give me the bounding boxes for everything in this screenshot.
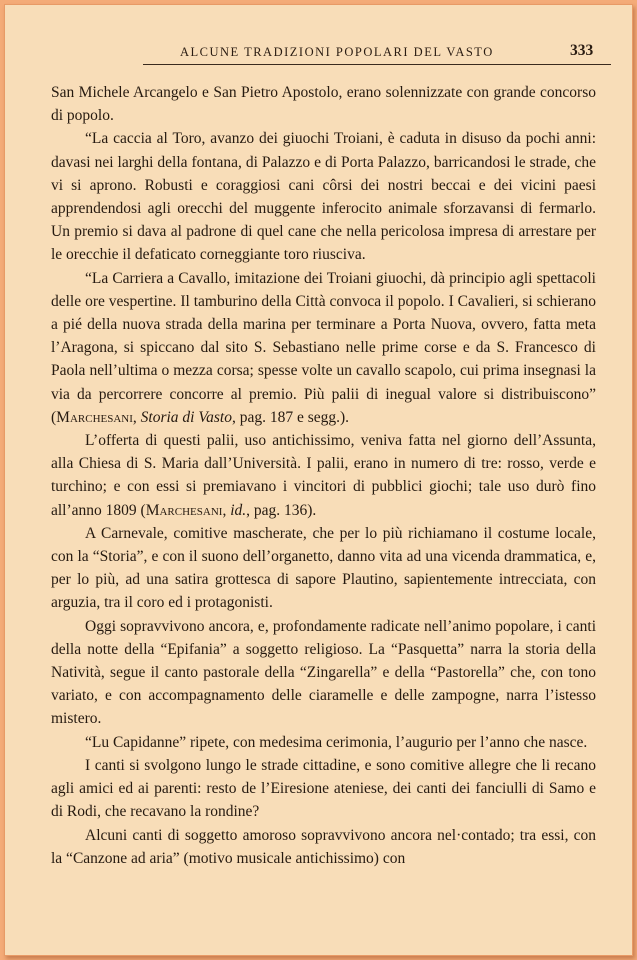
cited-work: id.: [230, 501, 247, 519]
paragraph-canti-amorosi: [51, 824, 596, 870]
text-run: I canti si svolgono lungo le strade cittadine, e sono comitive allegre che li recano agli amici ed ai parenti: resto de l’Eiresione ateniese, dei canti dei fanciulli di Samo e di Rodi, che recavano la rondine?: [51, 756, 596, 821]
cited-work: Storia di Vasto: [140, 408, 232, 426]
text-run: “La caccia al Toro, avanzo dei giuochi Troiani, è caduta in disuso da pochi anni: davasi nei larghi della fontana, di Palazzo e di Porta Palazzo, barricandosi le strade, che vi si aprono. Robusti e coraggiosi cani côrsi dei nostri beccai e dei vicini paesi apprendendosi agli orecchi del muggente inferocito animale sforzavansi di fermarlo. Un premio si dava al padrone di quel cane che nella pericolosa impresa di arrestare per le orecchie il defaticato corneggiante toro riusciva.: [51, 130, 596, 264]
page: [4, 4, 633, 956]
text-run: , pag. 136).: [246, 501, 317, 519]
paragraph-carriera-a-cavallo: [51, 267, 596, 429]
text-run: ,: [132, 408, 141, 426]
text-run: “La Carriera a Cavallo, imitazione dei Troiani giuochi, dà principio agli spettacoli delle ore vespertine. Il tamburino della Città convoca il popolo. I Cavalieri, si schierano a pié della nuova strada della marina per terminare a Porta Nuova, ovvero, fatta meta l’Aragona, si spiccano dal sito S. Sebastiano nelle prime corse e da S. Francesco di Paola nell’ultima o mezza corsa; spesse volte un cavallo scapolo, cui prima insegnasi la via da percorrere concorre al premio. Più palii di inegual valore si distribuiscono” (: [51, 269, 596, 426]
text-run: Oggi sopravvivono ancora, e, profondamente radicate nell’animo popolare, i canti della notte della “Epifania” a soggetto religioso. La “Pasquetta” narra la storia della Natività, segue il canto pastorale della “Zingarella” e della “Pastorella” che, con tono variato, e con accompagnamento delle ciaramelle e delle zampogne, narra l’istesso mistero.: [51, 617, 596, 728]
text-run: , pag. 187 e segg.).: [231, 408, 350, 426]
paragraph-palii: [51, 429, 596, 522]
header-rule: [143, 64, 611, 65]
text-run: Alcuni canti di soggetto amoroso sopravvivono ancora nel·contado; tra essi, con la “Canzone ad aria” (motivo musicale antichissimo) con: [51, 826, 596, 867]
paragraph-carnevale: [51, 522, 596, 615]
paragraph-epifania: [51, 615, 596, 731]
author-name: Marchesani: [56, 408, 133, 426]
body-text: [51, 81, 596, 870]
paragraph-0: [51, 81, 596, 127]
paragraph-capidanne: [51, 731, 596, 754]
text-run: “Lu Capidanne” ripete, con medesima cerimonia, l’augurio per l’anno che nasce.: [85, 733, 588, 751]
page-number: 333: [570, 42, 594, 59]
author-name: Marchesani: [145, 501, 223, 519]
text-run: ,: [222, 501, 231, 519]
page-header: [5, 41, 632, 65]
running-title: ALCUNE TRADIZIONI POPOLARI DEL VASTO: [180, 45, 494, 59]
text-run: L’offerta di questi palii, uso antichissimo, veniva fatta nel giorno dell’Assunta, alla Chiesa di S. Maria dall’Università. I palii, erano in numero di tre: rosso, verde e turchino; e con essi si premiavano i vincitori di pubblici giochi; tale uso durò fino all’anno 1809 (: [51, 432, 596, 519]
text-run: San Michele Arcangelo e San Pietro Apostolo, erano solennizzate con grande concorso di popolo.: [51, 84, 596, 125]
text-run: A Carnevale, comitive mascherate, che per lo più richiamano il costume locale, con la “Storia”, e con il suono dell’organetto, danno vita ad una vicenda drammatica, e, per lo più, ad una satira grottesca di sapore Plautino, sapientemente intrecciata, con arguzia, tra il coro ed i protagonisti.: [51, 524, 596, 612]
paragraph-caccia-al-toro: [51, 127, 596, 266]
paragraph-canti: [51, 754, 596, 824]
